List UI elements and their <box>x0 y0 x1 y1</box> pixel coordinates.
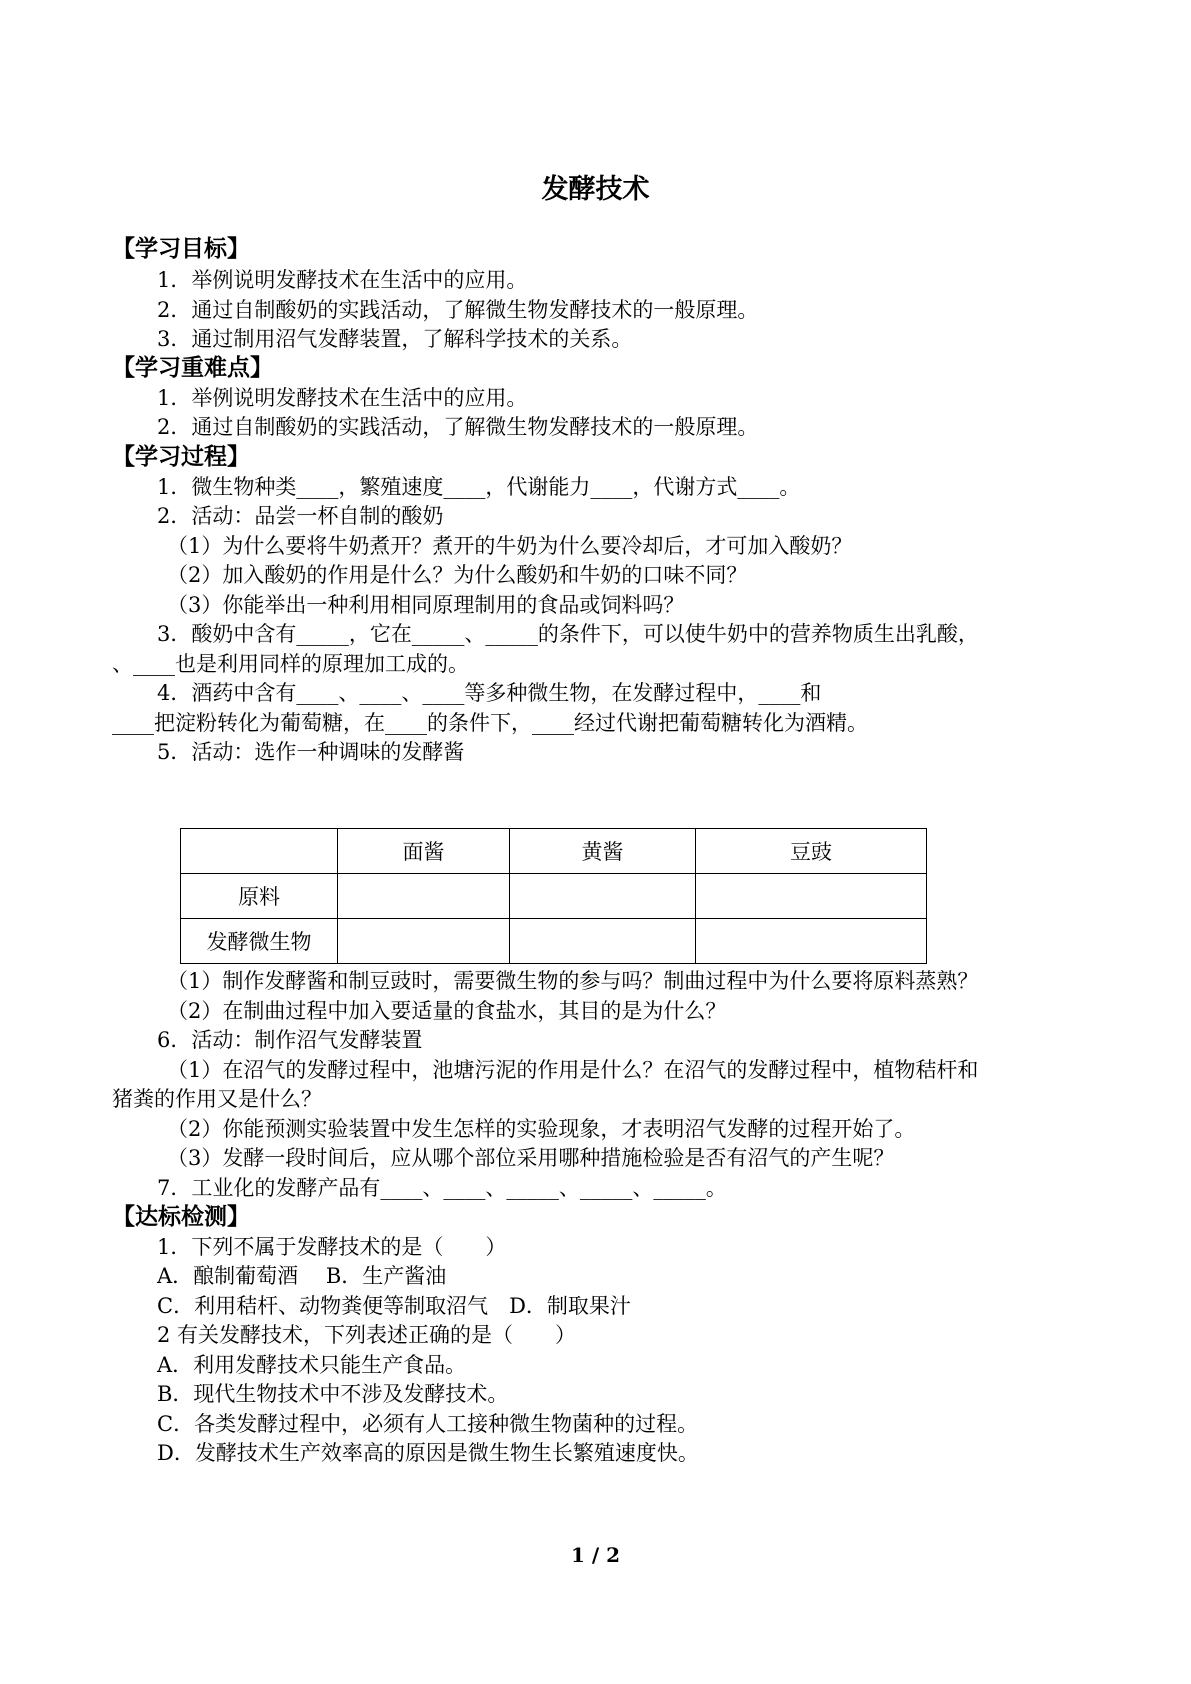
test-question-2: 2 有关发酵技术，下列表述正确的是（ ） <box>157 1323 577 1347</box>
table-cell <box>696 874 927 919</box>
table-cell <box>510 874 696 919</box>
table-header-cell: 豆豉 <box>696 829 927 874</box>
section-heading-process: 【学习过程】 <box>112 444 250 470</box>
test-option: D．发酵技术生产效率高的原因是微生物生长繁殖速度快。 <box>157 1441 699 1465</box>
process-item-4: 4．酒药中含有____、____、____等多种微生物，在发酵过程中，____和 <box>157 681 822 705</box>
process-question-continued: 猪粪的作用又是什么？ <box>112 1087 322 1111</box>
fermented-sauce-table <box>180 828 927 964</box>
key-point-item: 2．通过自制酸奶的实践活动，了解微生物发酵技术的一般原理。 <box>157 415 759 439</box>
table-row <box>181 874 927 919</box>
test-option: C．各类发酵过程中，必须有人工接种微生物菌种的过程。 <box>157 1412 699 1436</box>
table-row <box>181 919 927 964</box>
goal-item: 3．通过制用沼气发酵装置，了解科学技术的关系。 <box>157 327 633 351</box>
process-item-6: 6．活动：制作沼气发酵装置 <box>157 1028 423 1052</box>
process-item-2: 2．活动：品尝一杯自制的酸奶 <box>157 504 444 528</box>
process-item-1: 1．微生物种类____，繁殖速度____，代谢能力____，代谢方式____。 <box>157 475 801 499</box>
process-question: （1）为什么要将牛奶煮开？煮开的牛奶为什么要冷却后，才可加入酸奶？ <box>167 534 853 558</box>
test-question-1: 1．下列不属于发酵技术的是（ ） <box>157 1235 507 1259</box>
test-option: A．利用发酵技术只能生产食品。 <box>157 1353 467 1377</box>
process-question: （3）发酵一段时间后，应从哪个部位采用哪种措施检验是否有沼气的产生呢？ <box>167 1146 895 1170</box>
section-heading-key-points: 【学习重难点】 <box>112 355 273 381</box>
table-cell <box>338 874 510 919</box>
section-heading-test: 【达标检测】 <box>112 1204 250 1230</box>
table-header-cell: 面酱 <box>338 829 510 874</box>
goal-item: 2．通过自制酸奶的实践活动，了解微生物发酵技术的一般原理。 <box>157 298 759 322</box>
table-cell <box>338 919 510 964</box>
process-item-4-continued: ____把淀粉转化为葡萄糖，在____的条件下，____经过代谢把葡萄糖转化为酒精。 <box>112 711 868 735</box>
process-item-3: 3．酸奶中含有_____，它在_____、_____的条件下，可以使牛奶中的营养物质生出乳酸， <box>157 622 979 646</box>
process-question: （1）制作发酵酱和制豆豉时，需要微生物的参与吗？制曲过程中为什么要将原料蒸熟？ <box>167 969 979 993</box>
page-number: 1 / 2 <box>570 1543 621 1567</box>
test-options: C．利用秸杆、动物粪便等制取沼气 D．制取果汁 <box>157 1294 631 1318</box>
table-header-cell: 黄酱 <box>510 829 696 874</box>
process-question: （2）你能预测实验装置中发生怎样的实验现象，才表明沼气发酵的过程开始了。 <box>167 1117 916 1141</box>
process-question: （2）在制曲过程中加入要适量的食盐水，其目的是为什么？ <box>167 999 727 1023</box>
key-point-item: 1．举例说明发酵技术在生活中的应用。 <box>157 386 528 410</box>
table-header-row <box>181 829 927 874</box>
goal-item: 1．举例说明发酵技术在生活中的应用。 <box>157 268 528 292</box>
table-header-cell <box>181 829 338 874</box>
process-question: （3）你能举出一种利用相同原理制用的食品或饲料吗？ <box>167 593 685 617</box>
table-row-label: 原料 <box>181 874 338 919</box>
process-item-5: 5．活动：选作一种调味的发酵酱 <box>157 740 465 764</box>
process-item-3-continued: 、____也是利用同样的原理加工成的。 <box>112 652 469 676</box>
test-options: A．酿制葡萄酒 B．生产酱油 <box>157 1264 447 1288</box>
table-row-label: 发酵微生物 <box>181 919 338 964</box>
table-cell <box>510 919 696 964</box>
table-cell <box>696 919 927 964</box>
process-question: （1）在沼气的发酵过程中，池塘污泥的作用是什么？在沼气的发酵过程中，植物秸杆和 <box>167 1058 979 1082</box>
test-option: B．现代生物技术中不涉及发酵技术。 <box>157 1382 509 1406</box>
process-question: （2）加入酸奶的作用是什么？为什么酸奶和牛奶的口味不同？ <box>167 563 748 587</box>
process-item-7: 7．工业化的发酵产品有____、____、_____、_____、_____。 <box>157 1176 727 1200</box>
section-heading-goals: 【学习目标】 <box>112 236 250 262</box>
page-title: 发酵技术 <box>541 174 650 205</box>
